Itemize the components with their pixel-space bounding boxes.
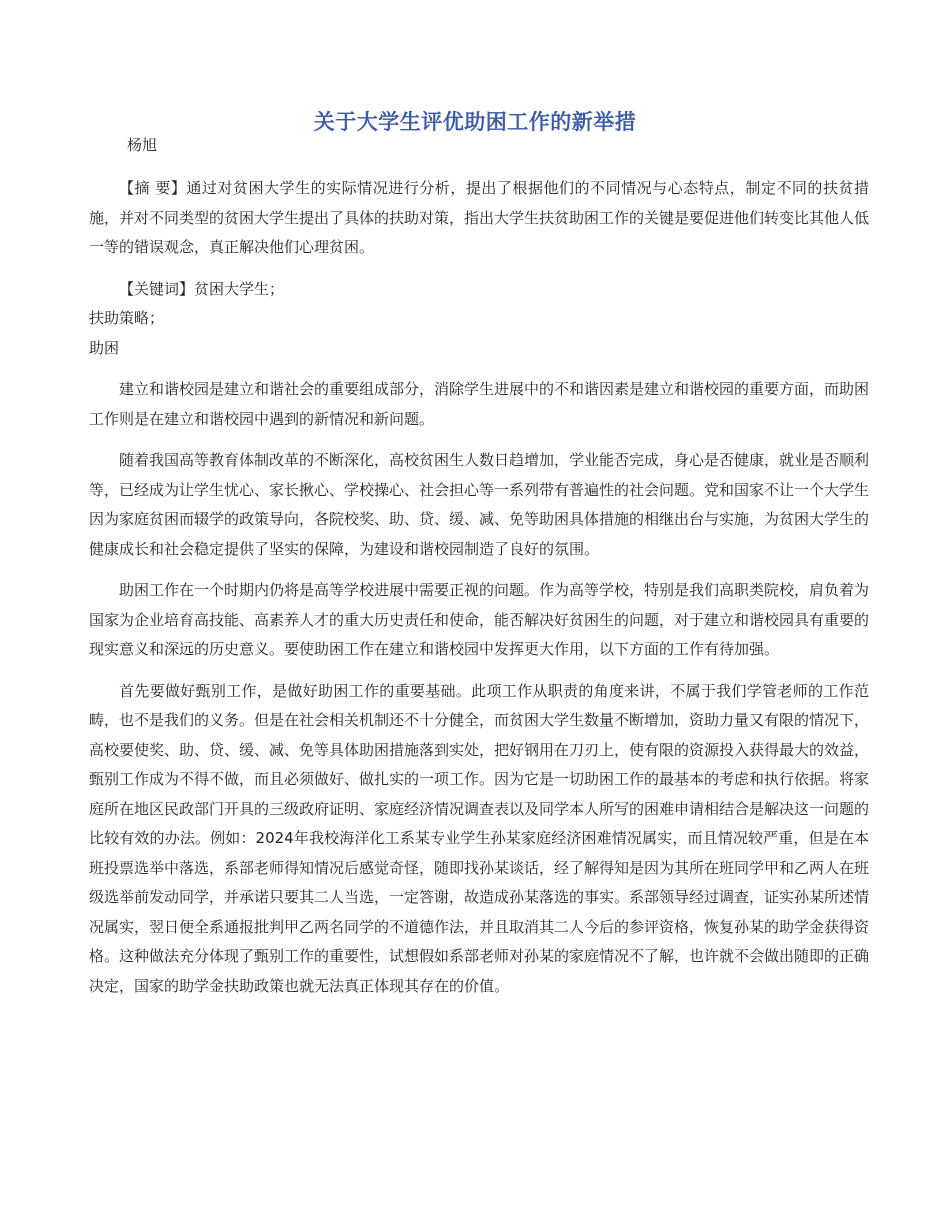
abstract-paragraph: 【摘 要】通过对贫困大学生的实际情况进行分析，提出了根据他们的不同情况与心态特点，制定不同的扶贫措施，并对不同类型的贫困大学生提出了具体的扶助对策，指出大学生扶贫助困工作的关键是要促进他们转变比其他人低一等的错误观念，真正解决他们心理贫困。 <box>89 179 870 256</box>
keywords-line: 【关键词】贫困大学生； <box>119 279 285 298</box>
document-body <box>89 174 869 1001</box>
body-paragraph: 随着我国高等教育体制改革的不断深化，高校贫困生人数日趋增加，学业能否完成，身心是否健康，就业是否顺利等，已经成为让学生忧心、家长揪心、学校操心、社会担心等一系列带有普遍性的社会问题。党和国家不让一个大学生因为家庭贫困而辍学的政策导向，各院校奖、助、贷、缓、减、免等助困具体措施的相继出台与实施，为贫困大学生的健康成长和社会稳定提供了坚实的保障，为建设和谐校园制造了良好的氛围。 <box>89 451 870 558</box>
body-paragraph: 首先要做好甄别工作，是做好助困工作的重要基础。此项工作从职责的角度来讲，不属于我们学管老师的工作范畴，也不是我们的义务。但是在社会相关机制还不十分健全，而贫困大学生数量不断增加，资助力量又有限的情况下，高校要使奖、助、贷、缓、减、免等具体助困措施落到实处，把好钢用在刀刃上，使有限的资源投入获得最大的效益，甄别工作成为不得不做，而且必须做好、做扎实的一项工作。因为它是一切助困工作的最基本的考虑和执行依据。将家庭所在地区民政部门开具的三级政府证明、家庭经济情况调查表以及同学本人所写的困难申请相结合是解决这一问题的比较有效的办法。例如：2024年我校海洋化工系某专业学生孙某家庭经济困难情况属实，而且情况较严重，但是在本班投票选举中落选，系部老师得知情况后感觉奇怪，随即找孙某谈话，经了解得知是因为其所在班同学甲和乙两人在班级选举前发动同学，并承诺只要其二人当选，一定答谢，故造成孙某落选的事实。系部领导经过调查，证实孙某所述情况属实，翌日便全系通报批判甲乙两名同学的不道德作法，并且取消其二人今后的参评资格，恢复孙某的助学金获得资格。这种做法充分体现了甄别工作的重要性，试想假如系部老师对孙某的家庭情况不了解，也许就不会做出随即的正确决定，国家的助学金扶助政策也就无法真正体现其存在的价值。 <box>89 681 870 995</box>
keyword-item: 助困 <box>89 338 120 357</box>
body-paragraph: 助困工作在一个时期内仍将是高等学校进展中需要正视的问题。作为高等学校，特别是我们高职类院校，肩负着为国家为企业培育高技能、高素养人才的重大历史责任和使命，能否解决好贫困生的问题，对于建立和谐校园具有重要的现实意义和深远的历史意义。要使助困工作在建立和谐校园中发挥更大作用，以下方面的工作有待加强。 <box>89 581 870 658</box>
body-paragraph: 建立和谐校园是建立和谐社会的重要组成部分，消除学生进展中的不和谐因素是建立和谐校园的重要方面，而助困工作则是在建立和谐校园中遇到的新情况和新问题。 <box>89 380 870 428</box>
keyword-item: 扶助策略； <box>89 309 165 327</box>
author-name: 杨旭 <box>127 136 158 154</box>
document-title: 关于大学生评优助困工作的新举措 <box>313 110 637 134</box>
